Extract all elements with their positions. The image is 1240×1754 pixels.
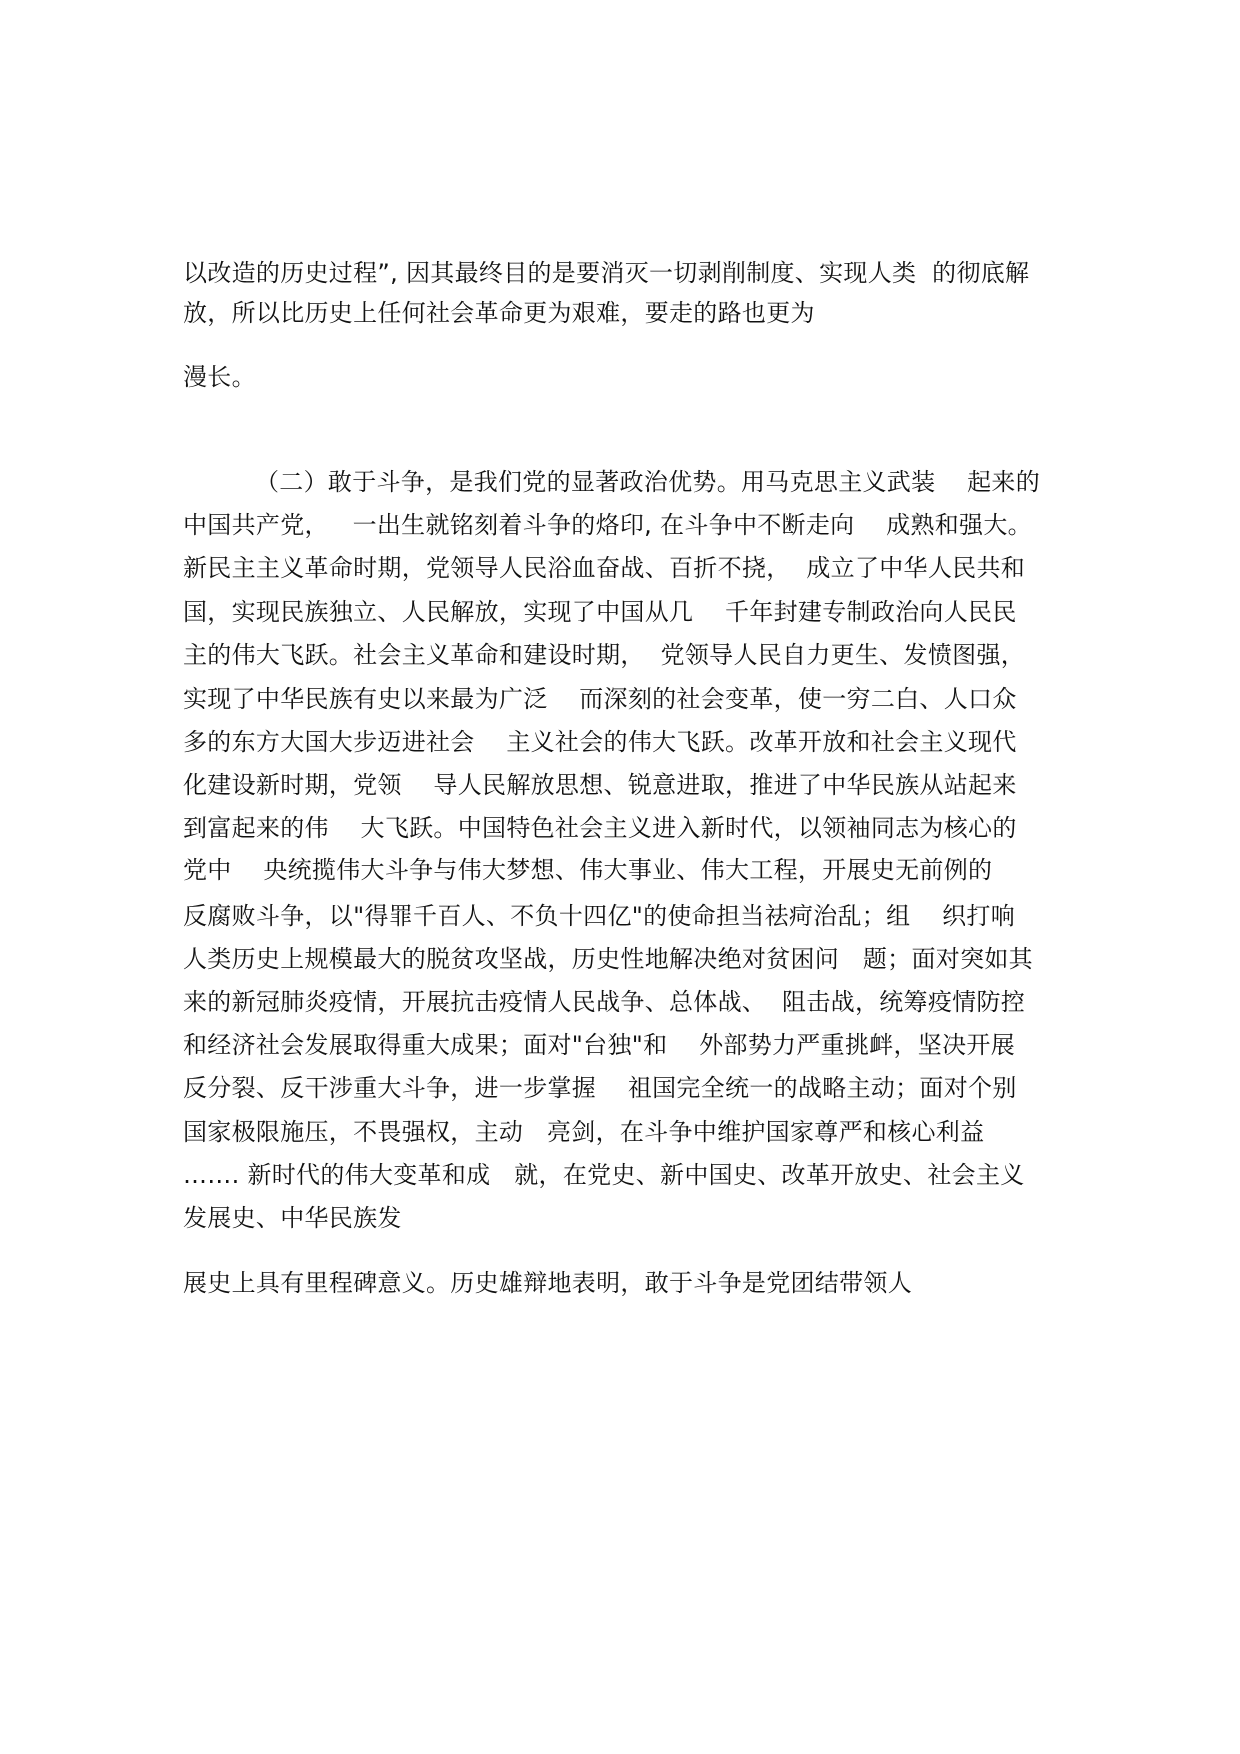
paragraph-1-line-2: 放，所以比历史上任何社会革命更为艰难，要走的路也更为 — [183, 299, 815, 327]
paragraph-2-line-4: 国，实现民族独立、人民解放，实现了中国从几 千年封建专制政治向人民民 — [183, 598, 1017, 626]
paragraph-2-line-8: 化建设新时期，党领 导人民解放思想、锐意进取，推进了中华民族从站起来 — [183, 771, 1017, 799]
paragraph-1-line-3: 漫长。 — [183, 363, 256, 391]
paragraph-2-line-15: 反分裂、反干涉重大斗争，进一步掌握 祖国完全统一的战略主动；面对个别 — [183, 1074, 1017, 1102]
paragraph-2-line-18: 发展史、中华民族发 — [183, 1204, 402, 1232]
paragraph-2-line-3: 新民主主义革命时期，党领导人民浴血奋战、百折不挠， 成立了中华人民共和 — [183, 554, 1026, 582]
paragraph-2-line-1: （二）敢于斗争，是我们党的显著政治优势。用马克思主义武装 起来的 — [255, 468, 1041, 496]
paragraph-2-line-13: 来的新冠肺炎疫情，开展抗击疫情人民战争、总体战、 阻击战，统筹疫情防控 — [183, 988, 1026, 1016]
paragraph-2-line-6: 实现了中华民族有史以来最为广泛 而深刻的社会变革，使一穷二白、人口众 — [183, 685, 1017, 713]
paragraph-2-line-14: 和经济社会发展取得重大成果；面对"台独"和 外部势力严重挑衅，坚决开展 — [183, 1031, 1015, 1059]
paragraph-2-line-16: 国家极限施压，不畏强权，主动 亮剑，在斗争中维护国家尊严和核心利益 — [183, 1118, 985, 1146]
paragraph-2-line-11: 反腐败斗争，以"得罪千百人、不负十四亿"的使命担当祛疴治乱；组 织打响 — [183, 902, 1015, 930]
paragraph-2-line-17: ……. 新时代的伟大变革和成 就，在党史、新中国史、改革开放史、社会主义 — [183, 1161, 1025, 1189]
paragraph-2-line-2: 中国共产党， 一出生就铭刻着斗争的烙印, 在斗争中不断走向 成熟和强大。 — [183, 511, 1032, 539]
paragraph-2-line-5: 主的伟大飞跃。社会主义革命和建设时期， 党领导人民自力更生、发愤图强， — [183, 641, 1026, 669]
paragraph-2-line-9: 到富起来的伟 大飞跃。中国特色社会主义进入新时代，以领袖同志为核心的 — [183, 814, 1017, 842]
paragraph-3-line-1: 展史上具有里程碑意义。历史雄辩地表明，敢于斗争是党团结带领人 — [183, 1269, 912, 1297]
paragraph-1-line-1: 以改造的历史过程”, 因其最终目的是要消灭一切剥削制度、实现人类 的彻底解 — [183, 259, 1030, 287]
paragraph-2-line-7: 多的东方大国大步迈进社会 主义社会的伟大飞跃。改革开放和社会主义现代 — [183, 728, 1017, 756]
paragraph-2-line-12: 人类历史上规模最大的脱贫攻坚战，历史性地解决绝对贫困问 题；面对突如其 — [183, 945, 1033, 973]
paragraph-2-line-10: 党中 央统揽伟大斗争与伟大梦想、伟大事业、伟大工程，开展史无前例的 — [183, 856, 993, 884]
